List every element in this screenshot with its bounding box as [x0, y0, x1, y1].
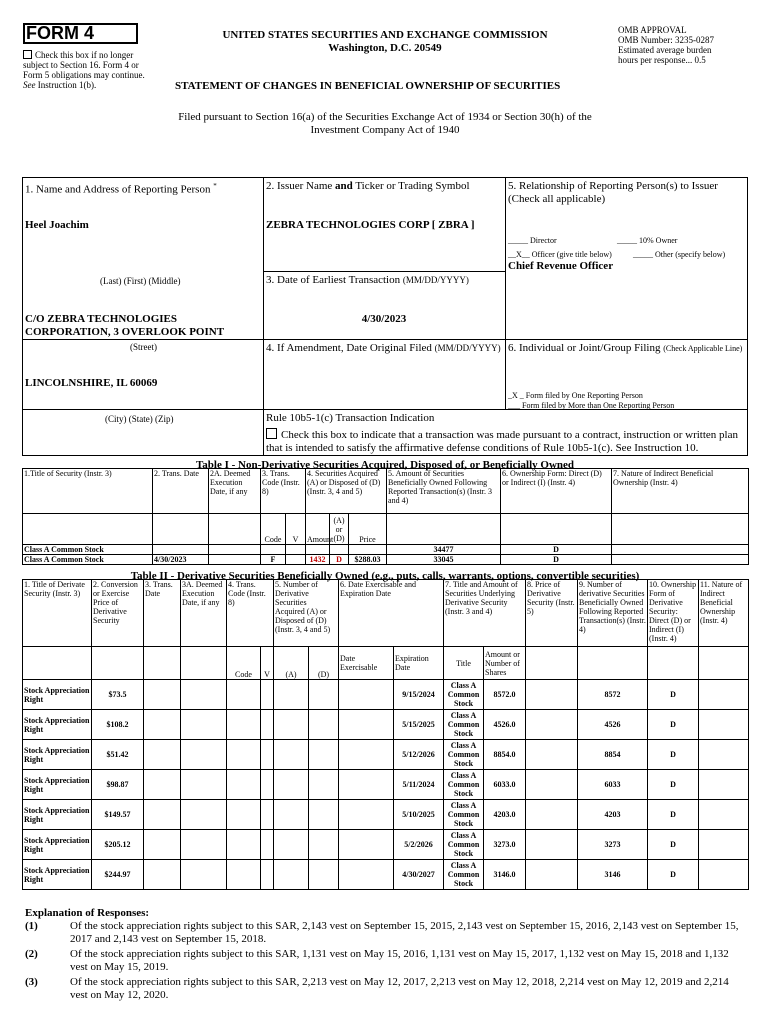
- row-underlying-shares: 4203.0: [484, 800, 526, 830]
- cell-empty: [274, 830, 309, 860]
- row-expiration-date: 9/15/2024: [394, 680, 444, 710]
- rule-10b5-checkbox[interactable]: [266, 428, 277, 439]
- cell-empty: [578, 647, 648, 680]
- reporting-person-city: LINCOLNSHIRE, IL 60069: [25, 377, 158, 389]
- row-security: Stock Appreciation Right: [23, 710, 92, 740]
- t1-h5: 5. Amount of Securities Beneficially Owned Following Reported Transaction(s) (Instr. 3 and 4): [387, 469, 501, 514]
- t2-h7: 7. Title and Amount of Securities Underlying Derivative Security (Instr. 3 and 4): [444, 580, 526, 647]
- cell-empty: [227, 710, 261, 740]
- issuer-name: ZEBRA TECHNOLOGIES CORP [ ZBRA ]: [266, 219, 475, 231]
- cell-empty: [699, 770, 749, 800]
- reporting-person-address: C/O ZEBRA TECHNOLOGIES CORPORATION, 3 OVERLOOK POINT: [25, 313, 225, 338]
- cell-empty: [526, 800, 578, 830]
- cell-empty: [261, 680, 274, 710]
- officer-title: Chief Revenue Officer: [508, 260, 614, 272]
- filing-more-persons[interactable]: ___ Form filed by More than One Reporting Person: [508, 401, 675, 410]
- cell-empty: [309, 800, 339, 830]
- row-owned-following: 4203: [578, 800, 648, 830]
- t1-h2a: 2A. Deemed Execution Date, if any: [209, 469, 261, 514]
- t2-h1: 1. Title of Derivate Security (Instr. 3): [23, 580, 92, 647]
- t2-h6: 6. Date Exercisable and Expiration Date: [339, 580, 444, 647]
- cell-empty: [261, 770, 274, 800]
- cell-empty: [209, 545, 261, 555]
- cell-empty: [309, 710, 339, 740]
- divider: [263, 271, 505, 272]
- row-ownership-form: D: [648, 680, 699, 710]
- cell-empty: [181, 680, 227, 710]
- t2-h10: 10. Ownership Form of Derivative Security: Direct (D) or Indirect (I) (Instr. 4): [648, 580, 699, 647]
- explanation-text: Of the stock appreciation rights subject to this SAR, 1,131 vest on May 15, 2016, 1,131 vest on May 15, 2017, 1,132 vest on May 15, 2018 and 1,132 vest on May 15, 2019.: [70, 948, 729, 973]
- row-date: [153, 545, 209, 555]
- row-owned-following: 3273: [578, 830, 648, 860]
- row-code: F: [261, 555, 286, 565]
- explanation-item: [25, 976, 745, 1002]
- cell-empty: [699, 800, 749, 830]
- row-ownership-form: D: [648, 830, 699, 860]
- cell-empty: [181, 830, 227, 860]
- table2-row: [23, 830, 749, 860]
- row-underlying-shares: 8572.0: [484, 680, 526, 710]
- cell-empty: [144, 770, 181, 800]
- table1-row: [23, 555, 749, 565]
- cell-empty: [274, 860, 309, 890]
- table2-row: [23, 800, 749, 830]
- row-owned-following: 8854: [578, 740, 648, 770]
- row-underlying-title: Class A Common Stock: [444, 800, 484, 830]
- officer-option[interactable]: __X__ Officer (give title below): [508, 250, 612, 259]
- row-form: D: [501, 545, 612, 555]
- no-longer-subject-checkbox-text: Check this box if no longer subject to Section 16. Form 4 or Form 5 obligations may continue. See Instruction 1(b).: [23, 50, 145, 90]
- t1-h1: 1.Title of Security (Instr. 3): [23, 469, 153, 514]
- agency-line1: UNITED STATES SECURITIES AND EXCHANGE COMMISSION: [222, 29, 548, 41]
- row-amount: [306, 545, 330, 555]
- cell-empty: [92, 647, 144, 680]
- cell-empty: [501, 514, 612, 545]
- cell-empty: [227, 680, 261, 710]
- rule-10b5-title: Rule 10b5-1(c) Transaction Indication: [266, 412, 435, 424]
- explanation-item: [25, 920, 745, 946]
- statement-title: STATEMENT OF CHANGES IN BENEFICIAL OWNERSHIP OF SECURITIES: [175, 80, 561, 92]
- t2-h5: 5. Number of Derivative Securities Acquired (A) or Disposed of (D) (Instr. 3, 4 and 5): [274, 580, 339, 647]
- table2-row: [23, 710, 749, 740]
- row-expiration-date: 4/30/2027: [394, 860, 444, 890]
- row-owned-following: 8572: [578, 680, 648, 710]
- row-owned-following: 3146: [578, 860, 648, 890]
- city-caption: (City) (State) (Zip): [105, 414, 174, 424]
- row-expiration-date: 5/11/2024: [394, 770, 444, 800]
- box5-label: 5. Relationship of Reporting Person(s) to Issuer (Check all applicable): [508, 180, 718, 205]
- cell-empty: [699, 860, 749, 890]
- cell-empty: [526, 770, 578, 800]
- filing-one-person[interactable]: _X _ Form filed by One Reporting Person: [508, 391, 643, 400]
- row-title: Class A Common Stock: [23, 555, 153, 565]
- cell-empty: [699, 680, 749, 710]
- cell-empty: [261, 860, 274, 890]
- t1-sub-aord: (A) or (D): [330, 514, 349, 545]
- cell-empty: [144, 740, 181, 770]
- row-owned: 34477: [387, 545, 501, 555]
- cell-empty: [181, 647, 227, 680]
- cell-empty: [286, 555, 306, 565]
- t1-sub-price: Price: [349, 514, 387, 545]
- cell-empty: [153, 514, 209, 545]
- t1-sub-amount: Amount: [306, 514, 330, 545]
- table2-row: [23, 680, 749, 710]
- cell-empty: [526, 740, 578, 770]
- row-conversion-price: $108.2: [92, 710, 144, 740]
- row-underlying-title: Class A Common Stock: [444, 680, 484, 710]
- cell-empty: [23, 647, 92, 680]
- cell-empty: [274, 770, 309, 800]
- row-ownership-form: D: [648, 740, 699, 770]
- row-conversion-price: $149.57: [92, 800, 144, 830]
- table2-title: Table II - Derivative Securities Beneficially Owned (e.g., puts, calls, warrants, options, convertible securities): [130, 570, 640, 582]
- explanation-num: (3): [25, 976, 38, 988]
- row-conversion-price: $73.5: [92, 680, 144, 710]
- cell-empty: [699, 830, 749, 860]
- cell-empty: [526, 710, 578, 740]
- row-form: D: [501, 555, 612, 565]
- cell-empty: [23, 514, 153, 545]
- explanation-item: [25, 948, 745, 974]
- cell-empty: [227, 770, 261, 800]
- row-owned: 33045: [387, 555, 501, 565]
- row-underlying-title: Class A Common Stock: [444, 770, 484, 800]
- cell-empty: [699, 647, 749, 680]
- cell-empty: [274, 680, 309, 710]
- table2: [22, 579, 749, 890]
- row-expiration-date: 5/15/2025: [394, 710, 444, 740]
- ten-percent-owner-option[interactable]: _____ 10% Owner: [617, 236, 678, 245]
- t2-sub-a: (A): [274, 647, 309, 680]
- t2-sub-amount: Amount or Number of Shares: [484, 647, 526, 680]
- row-security: Stock Appreciation Right: [23, 800, 92, 830]
- t2-sub-code: Code: [227, 647, 261, 680]
- cell-empty: [144, 710, 181, 740]
- cell-empty: [261, 710, 274, 740]
- cell-empty: [648, 647, 699, 680]
- row-underlying-title: Class A Common Stock: [444, 830, 484, 860]
- row-underlying-title: Class A Common Stock: [444, 860, 484, 890]
- table1: [22, 468, 749, 565]
- row-security: Stock Appreciation Right: [23, 740, 92, 770]
- rule-10b5-text: Check this box to indicate that a transaction was made pursuant to a contract, instruction or written plan that is intended to satisfy the affirmative defense conditions of Rule 10b5-1(c). See Instruction 10.: [266, 429, 738, 454]
- cell-empty: [309, 740, 339, 770]
- cell-empty: [181, 800, 227, 830]
- director-option[interactable]: _____ Director: [508, 236, 557, 245]
- t2-h9: 9. Number of derivative Securities Beneficially Owned Following Reported Transaction(s) (Instr. 4): [578, 580, 648, 647]
- row-underlying-title: Class A Common Stock: [444, 740, 484, 770]
- cell-empty: [209, 514, 261, 545]
- divider: [505, 177, 506, 410]
- row-price: [349, 545, 387, 555]
- t2-sub-title: Title: [444, 647, 484, 680]
- row-ownership-form: D: [648, 710, 699, 740]
- t2-h11: 11. Nature of Indirect Beneficial Ownership (Instr. 4): [699, 580, 749, 647]
- t2-sub-d: (D): [309, 647, 339, 680]
- row-underlying-shares: 4526.0: [484, 710, 526, 740]
- row-underlying-shares: 3273.0: [484, 830, 526, 860]
- row-price: $288.03: [349, 555, 387, 565]
- row-date: 4/30/2023: [153, 555, 209, 565]
- table1-title: Table I - Non-Derivative Securities Acquired, Disposed of, or Beneficially Owned: [195, 459, 575, 471]
- cell-empty: [286, 545, 306, 555]
- row-underlying-shares: 8854.0: [484, 740, 526, 770]
- row-underlying-title: Class A Common Stock: [444, 710, 484, 740]
- earliest-transaction-date: 4/30/2023: [361, 313, 407, 325]
- divider: [22, 339, 748, 340]
- cell-empty: [227, 740, 261, 770]
- cell-empty: [699, 710, 749, 740]
- cell-empty: [209, 555, 261, 565]
- cell-empty: [227, 860, 261, 890]
- name-caption: (Last) (First) (Middle): [100, 276, 181, 286]
- cell-empty: [612, 555, 749, 565]
- table2-body: [23, 680, 749, 890]
- cell-empty: [261, 740, 274, 770]
- box3-label: 3. Date of Earliest Transaction (MM/DD/YYYY): [266, 274, 469, 286]
- filed-pursuant: Filed pursuant to Section 16(a) of the Securities Exchange Act of 1934 or Section 30(h) of the Investment Company Act of 1940: [178, 111, 592, 136]
- t1-h7: 7. Nature of Indirect Beneficial Ownership (Instr. 4): [612, 469, 749, 514]
- row-expiration-date: 5/10/2025: [394, 800, 444, 830]
- t1-h3: 3. Trans. Code (Instr. 8): [261, 469, 306, 514]
- row-underlying-shares: 3146.0: [484, 860, 526, 890]
- reporting-person-name: Heel Joachim: [25, 219, 89, 231]
- explanation-num: (1): [25, 920, 38, 932]
- cell-empty: [227, 800, 261, 830]
- explanation-list: [25, 920, 745, 1002]
- t2-h3a: 3A. Deemed Execution Date, if any: [181, 580, 227, 647]
- row-date-exercisable: [339, 740, 394, 770]
- row-owned-following: 4526: [578, 710, 648, 740]
- row-ownership-form: D: [648, 770, 699, 800]
- cell-empty: [526, 860, 578, 890]
- row-conversion-price: $98.87: [92, 770, 144, 800]
- agency-line2: Washington, D.C. 20549: [328, 42, 442, 54]
- box2-label: 2. Issuer Name and Ticker or Trading Symbol: [266, 180, 470, 192]
- row-expiration-date: 5/2/2026: [394, 830, 444, 860]
- t2-h3: 3. Trans. Date: [144, 580, 181, 647]
- row-conversion-price: $244.97: [92, 860, 144, 890]
- cell-empty: [309, 860, 339, 890]
- row-owned-following: 6033: [578, 770, 648, 800]
- t2-sub-v: V: [261, 647, 274, 680]
- row-security: Stock Appreciation Right: [23, 860, 92, 890]
- no-longer-subject-checkbox[interactable]: [23, 50, 32, 59]
- row-ownership-form: D: [648, 800, 699, 830]
- cell-empty: [181, 740, 227, 770]
- form-title: FORM 4: [26, 23, 95, 43]
- cell-empty: [181, 710, 227, 740]
- row-security: Stock Appreciation Right: [23, 680, 92, 710]
- cell-empty: [309, 770, 339, 800]
- row-code: [261, 545, 286, 555]
- row-underlying-shares: 6033.0: [484, 770, 526, 800]
- t2-sub-exercisable: Date Exercisable: [339, 647, 394, 680]
- row-ownership-form: D: [648, 860, 699, 890]
- explanation-text: Of the stock appreciation rights subject to this SAR, 2,143 vest on September 15, 2015, 2,143 vest on September 15, 2016, 2,143 vest on September 15, 2017 and 2,143 vest on September 15, 2018.: [70, 920, 739, 945]
- cell-empty: [309, 830, 339, 860]
- cell-empty: [387, 514, 501, 545]
- row-date-exercisable: [339, 800, 394, 830]
- row-title: Class A Common Stock: [23, 545, 153, 555]
- t1-sub-v: V: [286, 514, 306, 545]
- row-date-exercisable: [339, 770, 394, 800]
- cell-empty: [144, 830, 181, 860]
- cell-empty: [699, 740, 749, 770]
- row-expiration-date: 5/12/2026: [394, 740, 444, 770]
- explanation-num: (2): [25, 948, 38, 960]
- explanation-text: Of the stock appreciation rights subject to this SAR, 2,213 vest on May 12, 2017, 2,213 vest on May 12, 2018, 2,214 vest on May 12, 2019 and 2,214 vest on May 12, 2020.: [70, 976, 729, 1001]
- row-amount: 1432: [306, 555, 330, 565]
- other-option[interactable]: _____ Other (specify below): [633, 250, 726, 259]
- cell-empty: [261, 800, 274, 830]
- t1-h4: 4. Securities Acquired (A) or Disposed of (D) (Instr. 3, 4 and 5): [306, 469, 387, 514]
- t1-h6: 6. Ownership Form: Direct (D) or Indirect (I) (Instr. 4): [501, 469, 612, 514]
- table1-row: [23, 545, 749, 555]
- t1-sub-code: Code: [261, 514, 286, 545]
- cell-empty: [612, 545, 749, 555]
- table2-row: [23, 860, 749, 890]
- row-date-exercisable: [339, 860, 394, 890]
- cell-empty: [309, 680, 339, 710]
- t2-sub-expiration: Expiration Date: [394, 647, 444, 680]
- explanation-heading: Explanation of Responses:: [25, 907, 150, 919]
- cell-empty: [144, 800, 181, 830]
- row-aord: D: [330, 555, 349, 565]
- table2-row: [23, 770, 749, 800]
- box1-label: 1. Name and Address of Reporting Person *: [25, 182, 217, 196]
- cell-empty: [612, 514, 749, 545]
- row-aord: [330, 545, 349, 555]
- box6-label: 6. Individual or Joint/Group Filing (Check Applicable Line): [508, 342, 743, 354]
- row-conversion-price: $205.12: [92, 830, 144, 860]
- row-date-exercisable: [339, 830, 394, 860]
- cell-empty: [181, 770, 227, 800]
- row-security: Stock Appreciation Right: [23, 830, 92, 860]
- cell-empty: [144, 680, 181, 710]
- cell-empty: [274, 800, 309, 830]
- t2-h2: 2. Conversion or Exercise Price of Derivative Security: [92, 580, 144, 647]
- cell-empty: [274, 740, 309, 770]
- cell-empty: [526, 647, 578, 680]
- omb-approval: OMB APPROVAL OMB Number: 3235-0287 Estimated average burden hours per response... 0.5: [618, 25, 714, 65]
- row-conversion-price: $51.42: [92, 740, 144, 770]
- box4-label: 4. If Amendment, Date Original Filed (MM/DD/YYYY): [266, 342, 501, 354]
- t2-h4: 4. Trans. Code (Instr. 8): [227, 580, 274, 647]
- cell-empty: [526, 830, 578, 860]
- cell-empty: [261, 830, 274, 860]
- cell-empty: [526, 680, 578, 710]
- row-security: Stock Appreciation Right: [23, 770, 92, 800]
- table2-row: [23, 740, 749, 770]
- t1-h2: 2. Trans. Date: [153, 469, 209, 514]
- cell-empty: [144, 647, 181, 680]
- t2-h8: 8. Price of Derivative Security (Instr. 5): [526, 580, 578, 647]
- cell-empty: [227, 830, 261, 860]
- cell-empty: [181, 860, 227, 890]
- cell-empty: [274, 710, 309, 740]
- row-date-exercisable: [339, 710, 394, 740]
- cell-empty: [144, 860, 181, 890]
- street-caption: (Street): [130, 342, 157, 352]
- row-date-exercisable: [339, 680, 394, 710]
